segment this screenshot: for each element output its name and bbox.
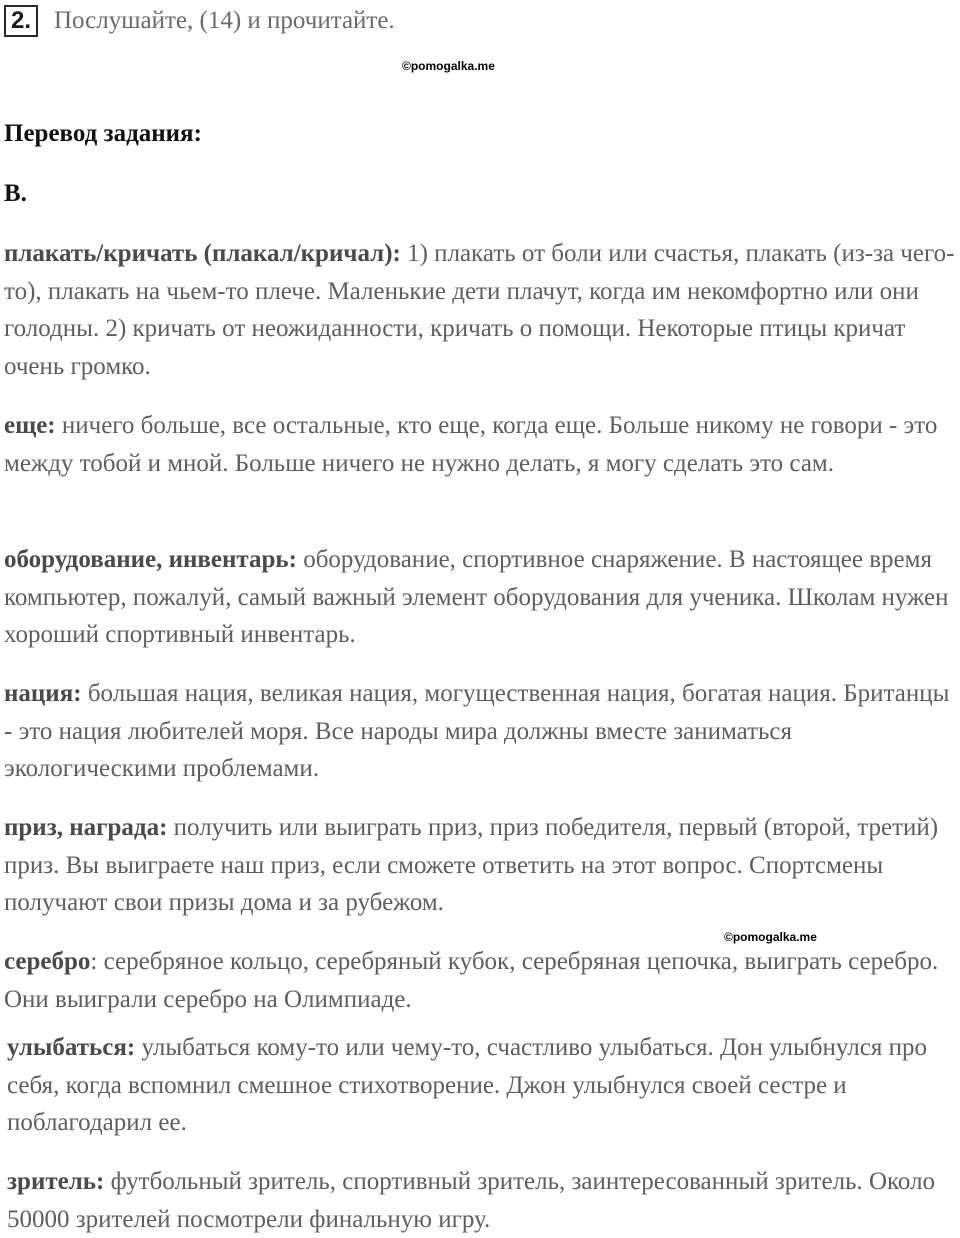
watermark-top: ©pomogalka.me bbox=[402, 59, 495, 73]
entry-term: нация: bbox=[4, 680, 82, 707]
entry-prize bbox=[4, 809, 960, 922]
entry-nation bbox=[4, 675, 960, 788]
entry-definition: оборудование, спортивное снаряжение. В настоящее время компьютер, пожалуй, самый важный элемент оборудования для ученика. Школам нужен хороший спортивный инвентарь. bbox=[4, 546, 949, 648]
entry-definition: ничего больше, все остальные, кто еще, когда еще. Больше никому не говори - это между тобой и мной. Больше ничего не нужно делать, я могу сделать это сам. bbox=[4, 412, 938, 477]
entry-definition: футбольный зритель, спортивный зритель, заинтересованный зритель. Около 50000 зрителей посмотрели финальную игру. bbox=[7, 1168, 936, 1233]
entry-silver bbox=[4, 943, 960, 1018]
entry-term: оборудование, инвентарь: bbox=[4, 546, 297, 573]
entry-smile bbox=[7, 1029, 960, 1142]
task-instruction: Послушайте, (14) и прочитайте. bbox=[54, 7, 395, 34]
entry-term: приз, награда: bbox=[4, 814, 168, 841]
entry-definition: большая нация, великая нация, могущественная нация, богатая нация. Британцы - это нация любителей моря. Все народы мира должны вместе заниматься экологическими проблемами. bbox=[4, 680, 950, 782]
entry-term: еще: bbox=[4, 412, 56, 439]
entry-definition: 1) плакать от боли или счастья, плакать (из-за чего-то), плакать на чьем-то плече. Маленькие дети плачут, когда им некомфортно или они голодны. 2) кричать от неожиданности, кричать о помощи. Некоторые птицы кричат очень громко. bbox=[4, 240, 955, 380]
section-letter: B. bbox=[4, 180, 27, 207]
entry-definition: : серебряное кольцо, серебряный кубок, серебряная цепочка, выиграть серебро. Они выиграли серебро на Олимпиаде. bbox=[4, 948, 939, 1013]
entry-else bbox=[4, 407, 960, 482]
entry-term: улыбаться: bbox=[7, 1034, 136, 1061]
entry-definition: улыбаться кому-то или чему-то, счастливо улыбаться. Дон улыбнулся про себя, когда вспомнил смешное стихотворение. Джон улыбнулся своей сестре и поблагодарил ее. bbox=[7, 1034, 928, 1136]
task-number-box: 2. bbox=[4, 5, 38, 37]
entry-term: плакать/кричать (плакал/кричал): bbox=[4, 240, 401, 267]
entry-term: зритель: bbox=[7, 1168, 105, 1195]
section-title: Перевод задания: bbox=[4, 120, 202, 147]
watermark-middle: ©pomogalka.me bbox=[724, 930, 817, 944]
task-header bbox=[4, 4, 395, 38]
entry-spectator bbox=[7, 1163, 960, 1238]
entry-cry bbox=[4, 235, 960, 385]
entry-equipment bbox=[4, 541, 960, 654]
entry-term: серебро bbox=[4, 948, 91, 975]
entry-definition: получить или выиграть приз, приз победителя, первый (второй, третий) приз. Вы выиграете наш приз, если сможете ответить на этот вопрос. Спортсмены получают свои призы дома и за рубежом. bbox=[4, 814, 939, 916]
